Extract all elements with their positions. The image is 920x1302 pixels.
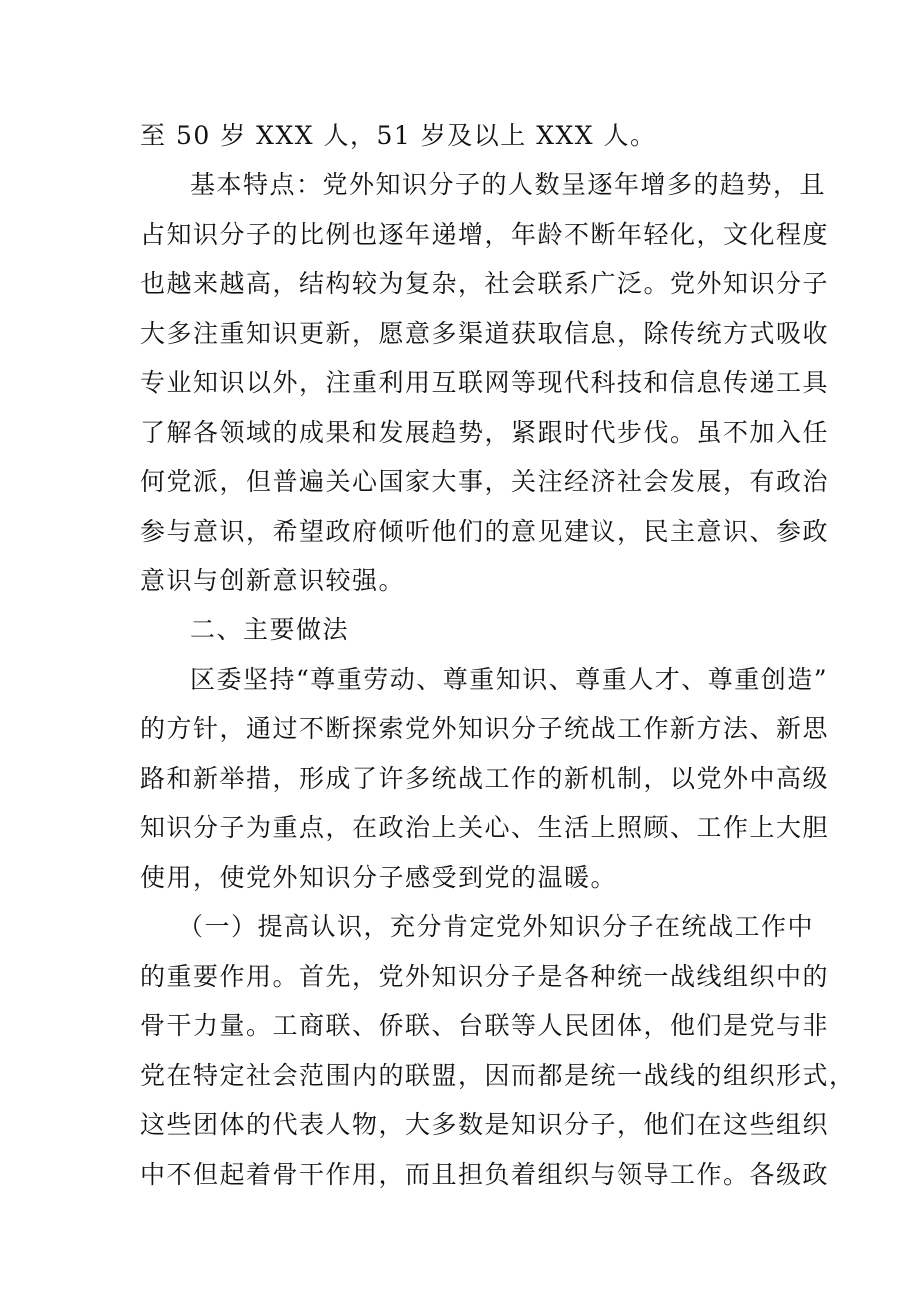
text-line: 占知识分子的比例也逐年递增，年龄不断年轻化，文化程度 bbox=[140, 220, 830, 249]
section-heading: 二、主要做法 bbox=[190, 615, 350, 644]
text-line: 中不但起着骨干作用，而且担负着组织与领导工作。各级政 bbox=[140, 1160, 830, 1189]
text-line: 的方针，通过不断探索党外知识分子统战工作新方法、新思 bbox=[140, 714, 830, 743]
text-line: 了解各领域的成果和发展趋势，紧跟时代步伐。虽不加入任 bbox=[140, 418, 830, 447]
text-line: 大多注重知识更新，愿意多渠道获取信息，除传统方式吸收 bbox=[140, 319, 830, 348]
text-line: 的重要作用。首先，党外知识分子是各种统一战线组织中的 bbox=[140, 962, 830, 991]
text-line: 这些团体的代表人物，大多数是知识分子，他们在这些组织 bbox=[140, 1110, 830, 1139]
text-line: 参与意识，希望政府倾听他们的意见建议，民主意识、参政 bbox=[140, 517, 830, 546]
text-line: 知识分子为重点，在政治上关心、生活上照顾、工作上大胆 bbox=[140, 813, 830, 842]
text-line: 何党派，但普遍关心国家大事，关注经济社会发展，有政治 bbox=[140, 467, 830, 496]
subsection-heading-line: （一）提高认识，充分肯定党外知识分子在统战工作中 bbox=[178, 912, 815, 941]
text-line: 党在特定社会范围内的联盟，因而都是统一战线的组织形式， bbox=[140, 1061, 856, 1090]
text-line: 骨干力量。工商联、侨联、台联等人民团体，他们是党与非 bbox=[140, 1011, 830, 1040]
paragraph-start-line: 基本特点：党外知识分子的人数呈逐年增多的趋势，且 bbox=[190, 170, 827, 199]
text-line: 至 50 岁 XXX 人，51 岁及以上 XXX 人。 bbox=[140, 121, 657, 150]
paragraph-start-line: 区委坚持“尊重劳动、尊重知识、尊重人才、尊重创造” bbox=[190, 665, 829, 694]
text-line: 专业知识以外，注重利用互联网等现代科技和信息传递工具 bbox=[140, 368, 830, 397]
text-line: 路和新举措，形成了许多统战工作的新机制，以党外中高级 bbox=[140, 764, 830, 793]
text-line: 意识与创新意识较强。 bbox=[140, 566, 406, 595]
text-line: 也越来越高，结构较为复杂，社会联系广泛。党外知识分子 bbox=[140, 269, 830, 298]
text-line: 使用，使党外知识分子感受到党的温暖。 bbox=[140, 863, 618, 892]
